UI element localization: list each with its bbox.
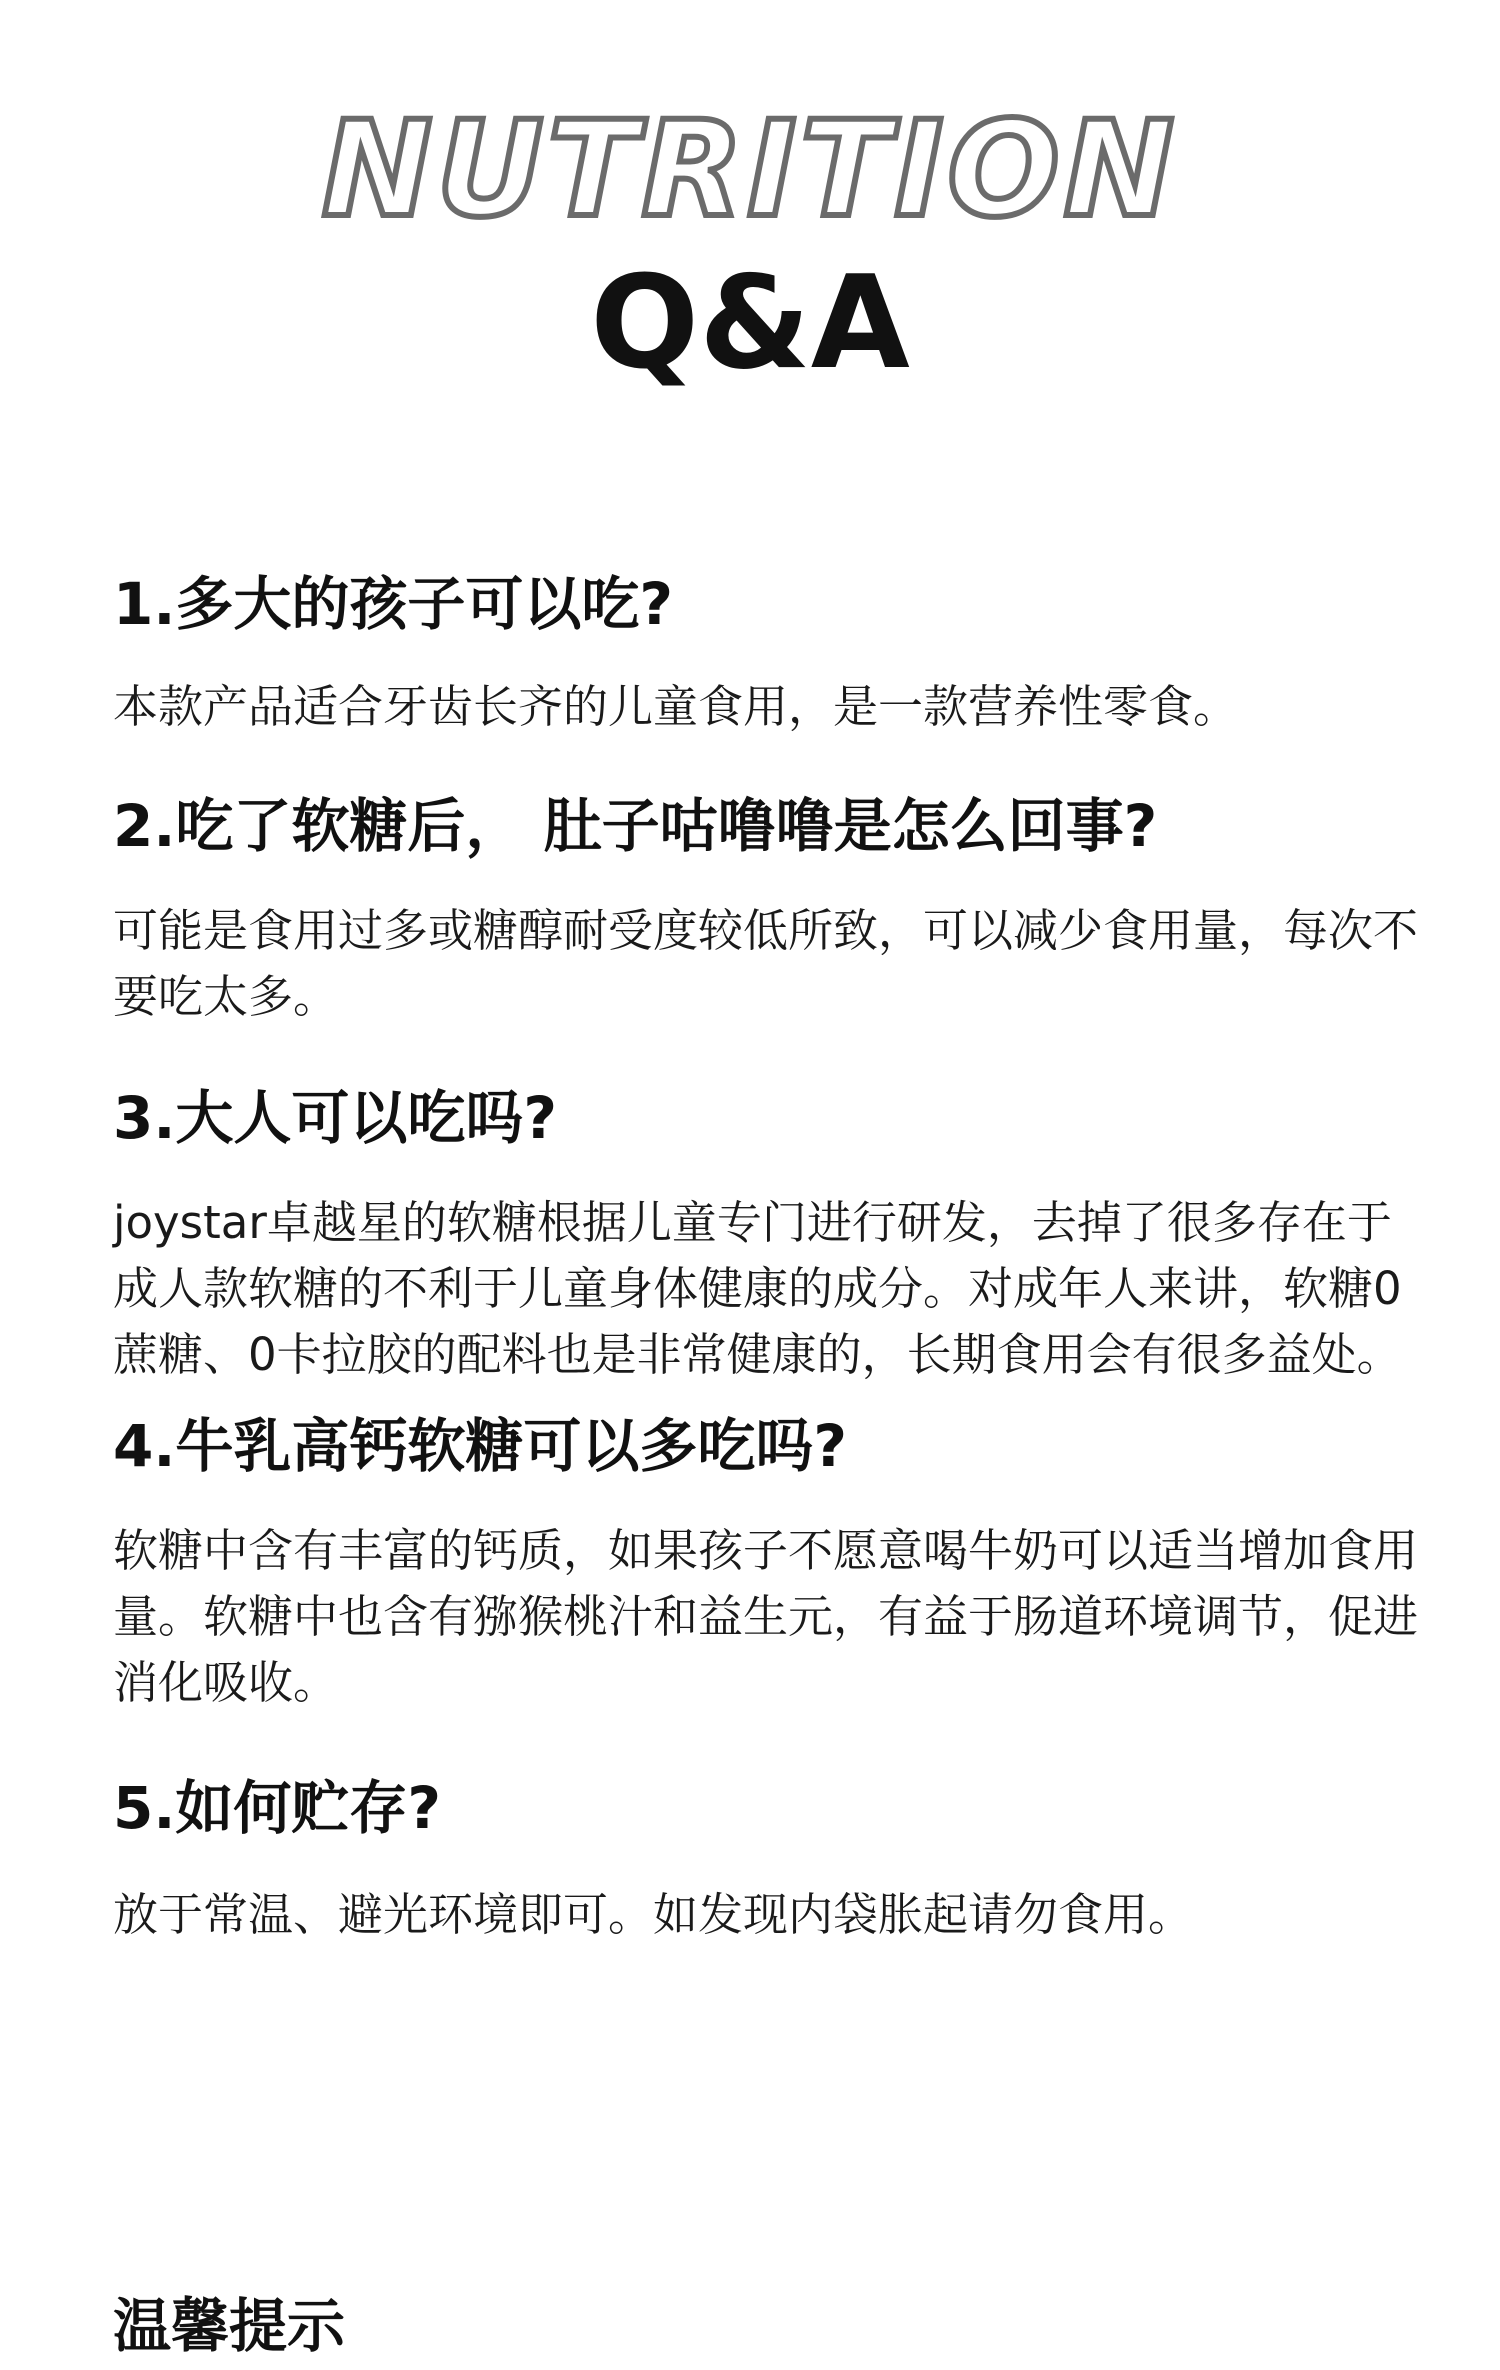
page-header (0, 95, 1500, 399)
answer-text: 放于常温、避光环境即可。如发现内袋胀起请勿食用。 (113, 1888, 1194, 1941)
question-heading: 4.牛乳高钙软糖可以多吃吗? (113, 1412, 848, 1480)
question-heading: 2.吃了软糖后， 肚子咕噜噜是怎么回事? (113, 792, 1158, 860)
qa-list (113, 560, 1433, 1948)
qa-item (113, 782, 1433, 1030)
qa-title: Q&A (590, 249, 910, 398)
next-section-heading: 温馨提示 (113, 2292, 346, 2360)
qa-item (113, 560, 1433, 740)
question-heading: 3.大人可以吃吗? (113, 1084, 558, 1152)
answer-text: 可能是食用过多或糖醇耐受度较低所致，可以减少食用量，每次不要吃太多。 (113, 904, 1419, 1023)
qa-item (113, 1402, 1433, 1716)
question-heading: 5.如何贮存? (113, 1774, 442, 1842)
question-heading: 1.多大的孩子可以吃? (113, 570, 674, 638)
qa-item (113, 1764, 1433, 1948)
answer-text: 软糖中含有丰富的钙质，如果孩子不愿意喝牛奶可以适当增加食用量。软糖中也含有猕猴桃汁和益生元，有益于肠道环境调节，促进消化吸收。 (113, 1524, 1419, 1709)
answer-text: joystar卓越星的软糖根据儿童专门进行研发，去掉了很多存在于成人款软糖的不利于儿童身体健康的成分。对成年人来讲，软糖0蔗糖、0卡拉胶的配料也是非常健康的，长期食用会有很多益处。 (113, 1196, 1402, 1381)
answer-text: 本款产品适合牙齿长齐的儿童食用，是一款营养性零食。 (113, 680, 1239, 733)
nutrition-title: NUTRITION (321, 93, 1179, 247)
qa-item (113, 1074, 1433, 1388)
